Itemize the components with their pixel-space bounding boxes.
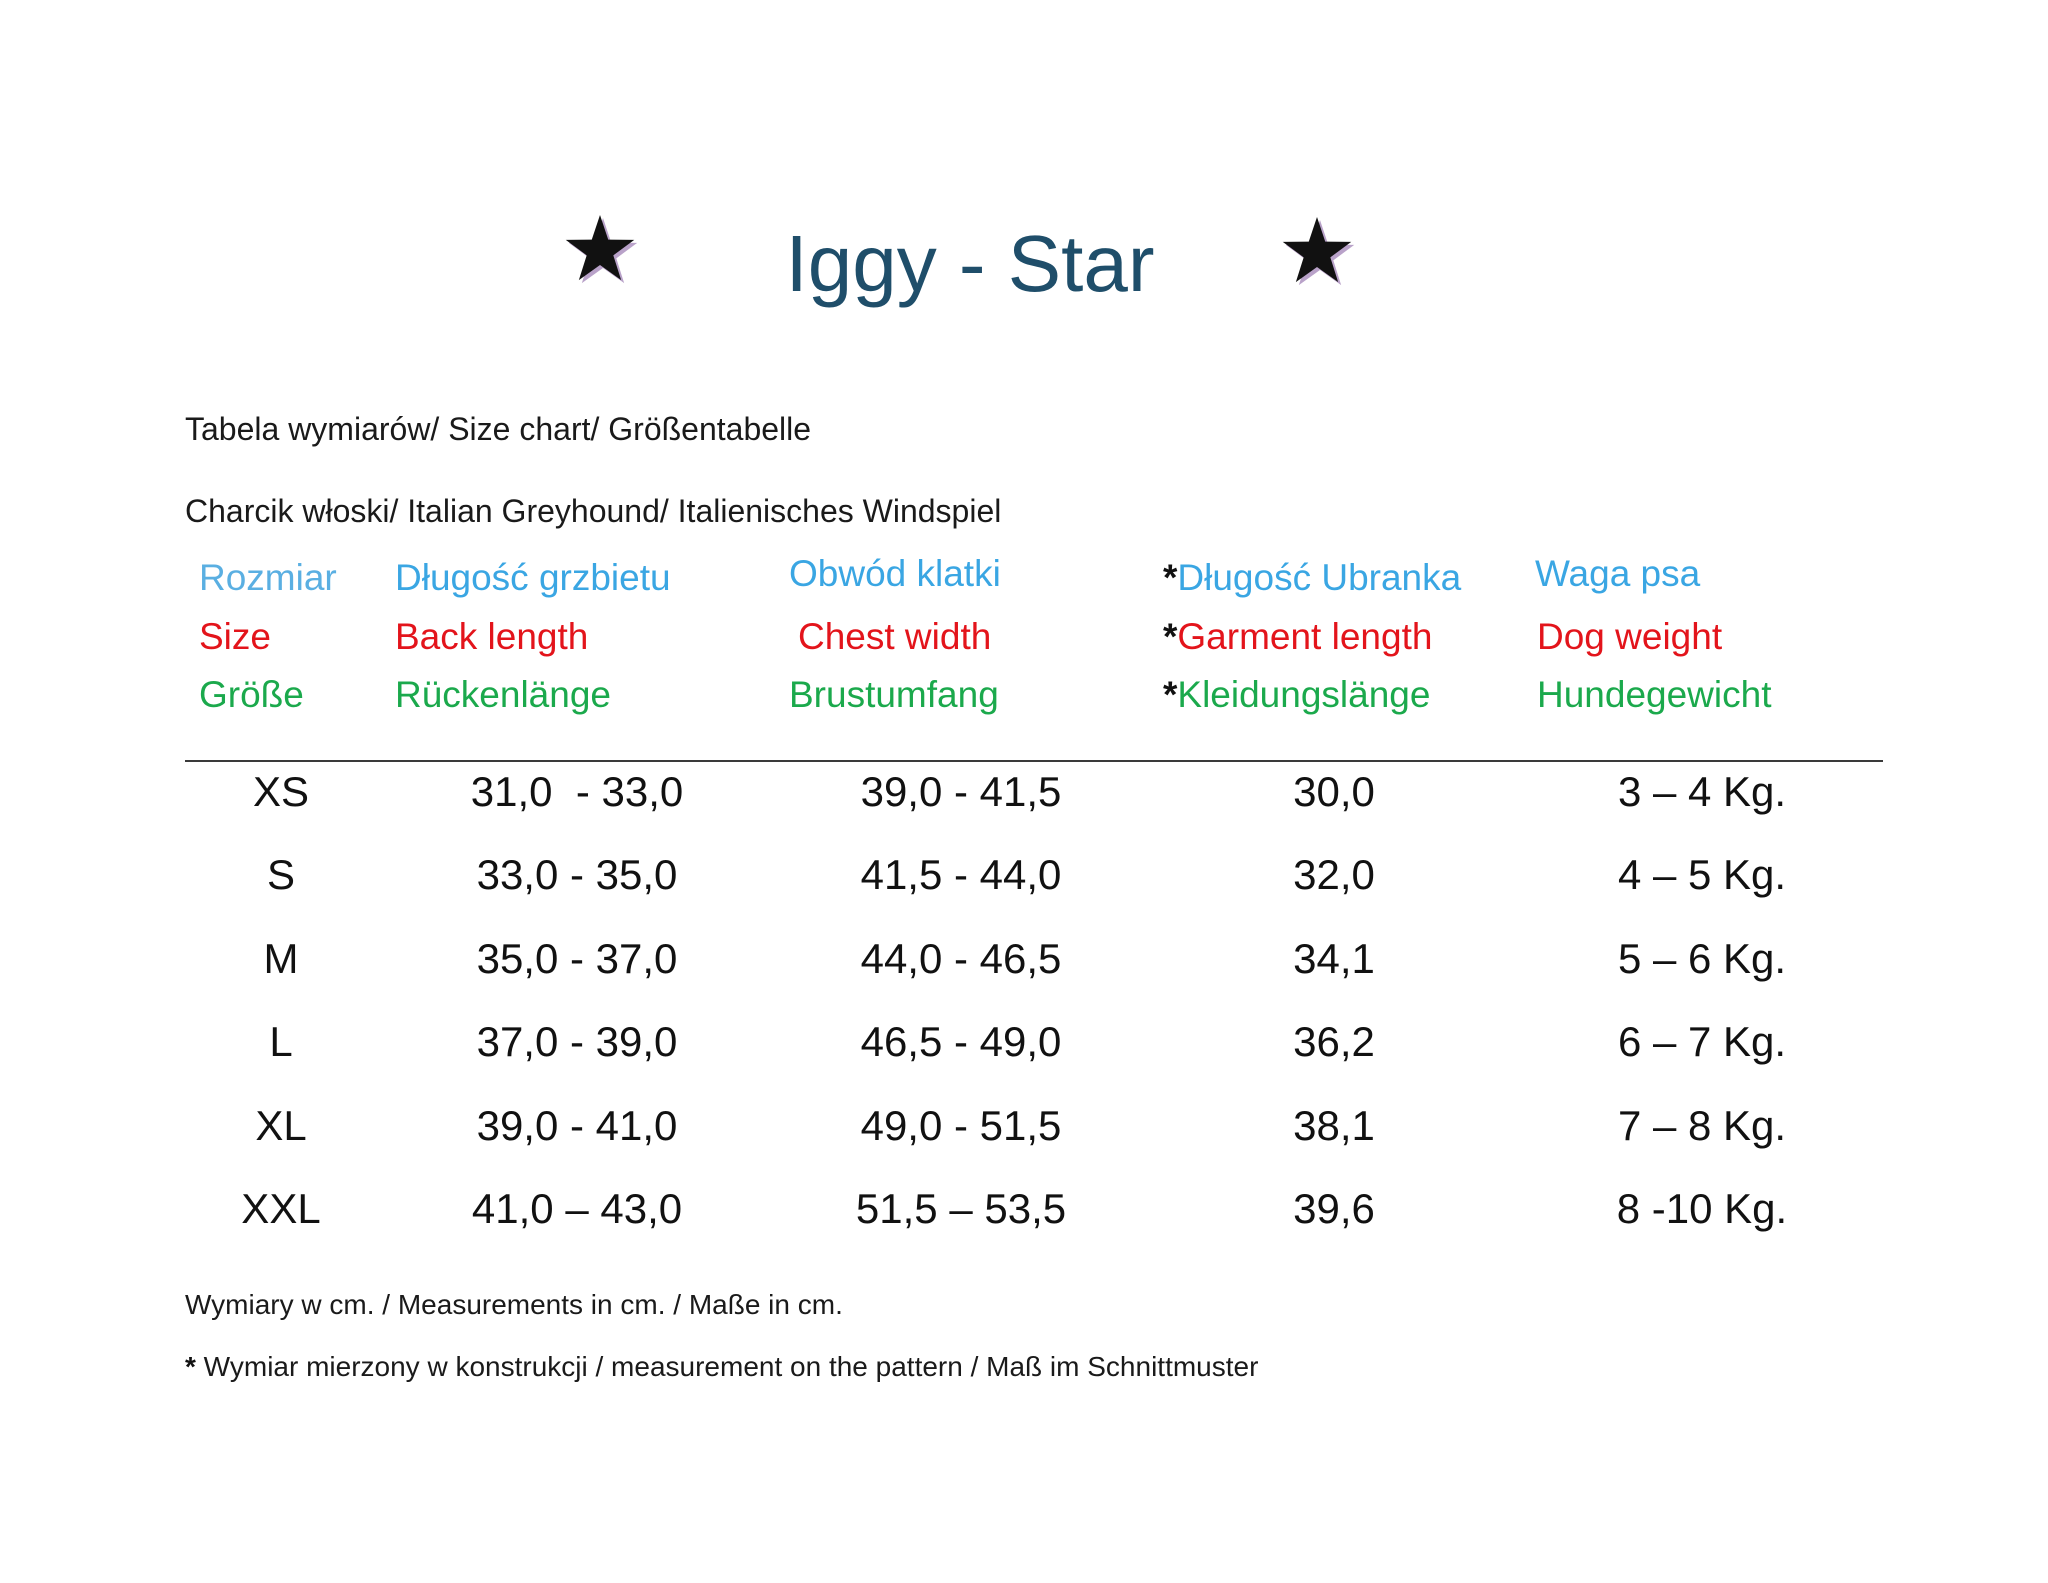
column-header-size-de: Größe: [199, 674, 304, 715]
cell-size: XL: [255, 1102, 307, 1149]
cell-size: M: [263, 935, 299, 982]
column-header-chest-en: Chest width: [798, 616, 992, 657]
cell-chest-width: 44,0 - 46,5: [860, 935, 1062, 982]
cell-size: L: [269, 1018, 293, 1065]
pattern-note-text: Wymiar mierzony w konstrukcji / measurement on the pattern / Maß im Schnittmuster: [195, 1351, 1259, 1382]
cell-size: S: [266, 851, 296, 898]
column-header-back-de: Rückenlänge: [395, 674, 611, 715]
column-header-garment-en: [1163, 612, 1432, 662]
cell-garment-length: 38,1: [1293, 1102, 1375, 1149]
column-header-weight-de: Hundegewicht: [1537, 674, 1772, 715]
cell-dog-weight: 6 – 7 Kg.: [1617, 1018, 1787, 1065]
asterisk-marker: *: [1163, 557, 1178, 598]
column-header-size-pl: Rozmiar: [199, 557, 337, 598]
cell-back-length: 37,0 - 39,0: [476, 1018, 678, 1065]
cell-size: XS: [252, 768, 310, 815]
cell-chest-width: 49,0 - 51,5: [860, 1102, 1062, 1149]
asterisk-marker: *: [185, 1351, 196, 1382]
cell-dog-weight: 8 -10 Kg.: [1616, 1185, 1788, 1232]
breed-subtitle: Charcik włoski/ Italian Greyhound/ Italienisches Windspiel: [185, 493, 1002, 529]
cell-dog-weight: 5 – 6 Kg.: [1617, 935, 1787, 982]
cell-dog-weight: 4 – 5 Kg.: [1617, 851, 1787, 898]
cell-garment-length: 32,0: [1293, 851, 1375, 898]
column-header-size-en: Size: [199, 616, 271, 657]
cell-chest-width: 51,5 – 53,5: [855, 1185, 1067, 1232]
column-header-weight-en: Dog weight: [1537, 616, 1723, 657]
cell-garment-length: 34,1: [1293, 935, 1375, 982]
column-header-garment-pl-label: Długość Ubranka: [1177, 557, 1462, 598]
cell-back-length: 33,0 - 35,0: [476, 851, 678, 898]
cell-back-length: 31,0 - 33,0: [470, 768, 684, 815]
page-title: Iggy - Star: [785, 219, 1155, 308]
cell-back-length: 41,0 – 43,0: [471, 1185, 683, 1232]
column-header-garment-de-label: Kleidungslänge: [1177, 674, 1431, 715]
column-header-back-pl: Długość grzbietu: [395, 557, 671, 598]
cell-dog-weight: 3 – 4 Kg.: [1617, 768, 1787, 815]
column-header-garment-pl: [1163, 553, 1461, 603]
cell-dog-weight: 7 – 8 Kg.: [1617, 1102, 1787, 1149]
cell-chest-width: 41,5 - 44,0: [860, 851, 1062, 898]
cell-chest-width: 39,0 - 41,5: [860, 768, 1062, 815]
cell-back-length: 35,0 - 37,0: [476, 935, 678, 982]
column-header-chest-de: Brustumfang: [789, 674, 999, 715]
cell-garment-length: 30,0: [1293, 768, 1375, 815]
column-header-chest-pl: Obwód klatki: [789, 553, 1001, 594]
cell-garment-length: 36,2: [1293, 1018, 1375, 1065]
column-header-garment-en-label: Garment length: [1177, 616, 1433, 657]
cell-chest-width: 46,5 - 49,0: [860, 1018, 1062, 1065]
cell-garment-length: 39,6: [1293, 1185, 1375, 1232]
column-header-garment-de: [1163, 670, 1430, 720]
column-header-weight-pl: Waga psa: [1535, 553, 1701, 594]
chart-subtitle: Tabela wymiarów/ Size chart/ Größentabelle: [185, 411, 812, 447]
column-header-back-en: Back length: [395, 616, 589, 657]
asterisk-marker: *: [1163, 674, 1178, 715]
units-note: Wymiary w cm. / Measurements in cm. / Maße in cm.: [185, 1289, 843, 1320]
cell-size: XXL: [241, 1185, 321, 1232]
asterisk-marker: *: [1163, 616, 1178, 657]
cell-back-length: 39,0 - 41,0: [476, 1102, 678, 1149]
pattern-note: [185, 1347, 1258, 1387]
